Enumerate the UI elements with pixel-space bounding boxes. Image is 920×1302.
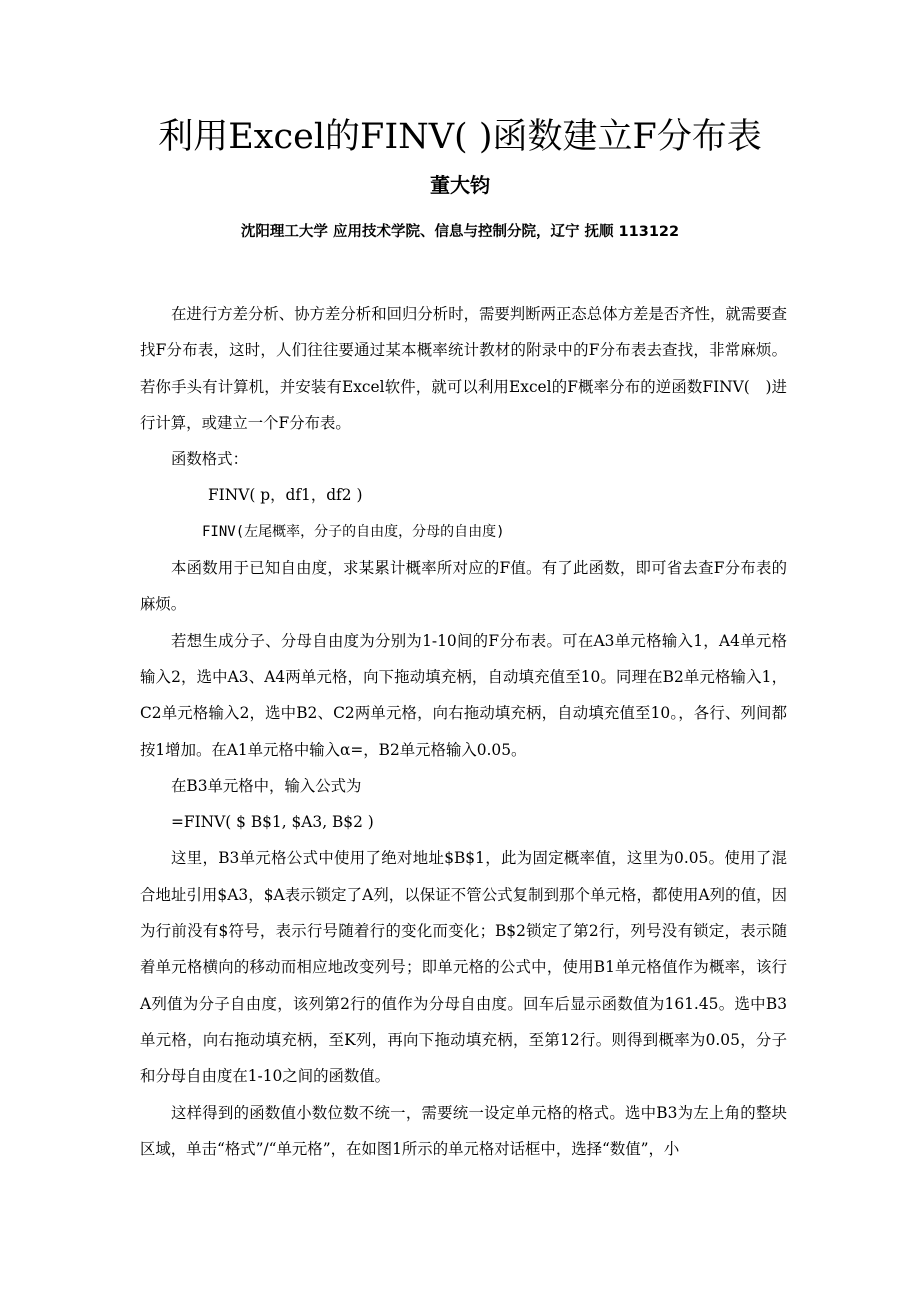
paragraph-setup: 若想生成分子、分母自由度为分别为1-10间的F分布表。可在A3单元格输入1，A4单元格输入2，选中A3、A4两单元格，向下拖动填充柄，自动填充值至10。同理在B2单元格输入1，C2单元格输入2，选中B2、C2两单元格，向右拖动填充柄，自动填充值至10。，各行、列间都按1增加。在A1单元格中输入α=，B2单元格输入0.05。 bbox=[140, 631, 787, 759]
author-affiliation: 沈阳理工大学 应用技术学院、信息与控制分院，辽宁 抚顺 113122 bbox=[240, 224, 680, 240]
paragraph-explanation: 这里，B3单元格公式中使用了绝对地址$B$1，此为固定概率值，这里为0.05。使用了混合地址引用$A3，$A表示锁定了A列，以保证不管公式复制到那个单元格，都使用A列的值，因为行前没有$符号，表示行号随着行的变化而变化；B$2锁定了第2行，列号没有锁定，表示随着单元格横向的移动而相应地改变列号；即单元格的公式中，使用B1单元格值作为概率，该行A列值为分子自由度，该列第2行的值作为分母自由度。回车后显示函数值为161.45。选中B3单元格，向右拖动填充柄，至K列，再向下拖动填充柄，至第12行。则得到概率为0.05，分子和分母自由度在1-10之间的函数值。 bbox=[140, 849, 787, 1086]
paragraph-function-syntax: FINV( p，df1，df2 ) bbox=[208, 486, 363, 505]
author-name: 董大钧 bbox=[430, 173, 490, 197]
paragraph-formula: =FINV( $ B$1, $A3, B$2 ) bbox=[171, 813, 374, 832]
document-title: 利用Excel的FINV( )函数建立F分布表 bbox=[158, 117, 762, 157]
paragraph-function-args: FINV(左尾概率，分子的自由度，分母的自由度) bbox=[202, 523, 505, 540]
paragraph-intro: 在进行方差分析、协方差分析和回归分析时，需要判断两正态总体方差是否齐性，就需要查找F分布表，这时，人们往往要通过某本概率统计教材的附录中的F分布表去查找，非常麻烦。若你手头有计算机，并安装有Excel软件，就可以利用Excel的F概率分布的逆函数FINV( )进行计算，或建立一个F分布表。 bbox=[140, 305, 787, 432]
paragraph-purpose: 本函数用于已知自由度，求某累计概率所对应的F值。有了此函数，即可省去查F分布表的麻烦。 bbox=[140, 559, 787, 614]
document-body bbox=[140, 296, 787, 1167]
paragraph-formatting: 这样得到的函数值小数位数不统一，需要统一设定单元格的格式。选中B3为左上角的整块区域，单击“格式”/“单元格”，在如图1所示的单元格对话框中，选择“数值”，小 bbox=[140, 1103, 787, 1158]
paragraph-formula-intro: 在B3单元格中，输入公式为 bbox=[171, 776, 362, 795]
paragraph-function-format-label: 函数格式： bbox=[171, 450, 248, 469]
